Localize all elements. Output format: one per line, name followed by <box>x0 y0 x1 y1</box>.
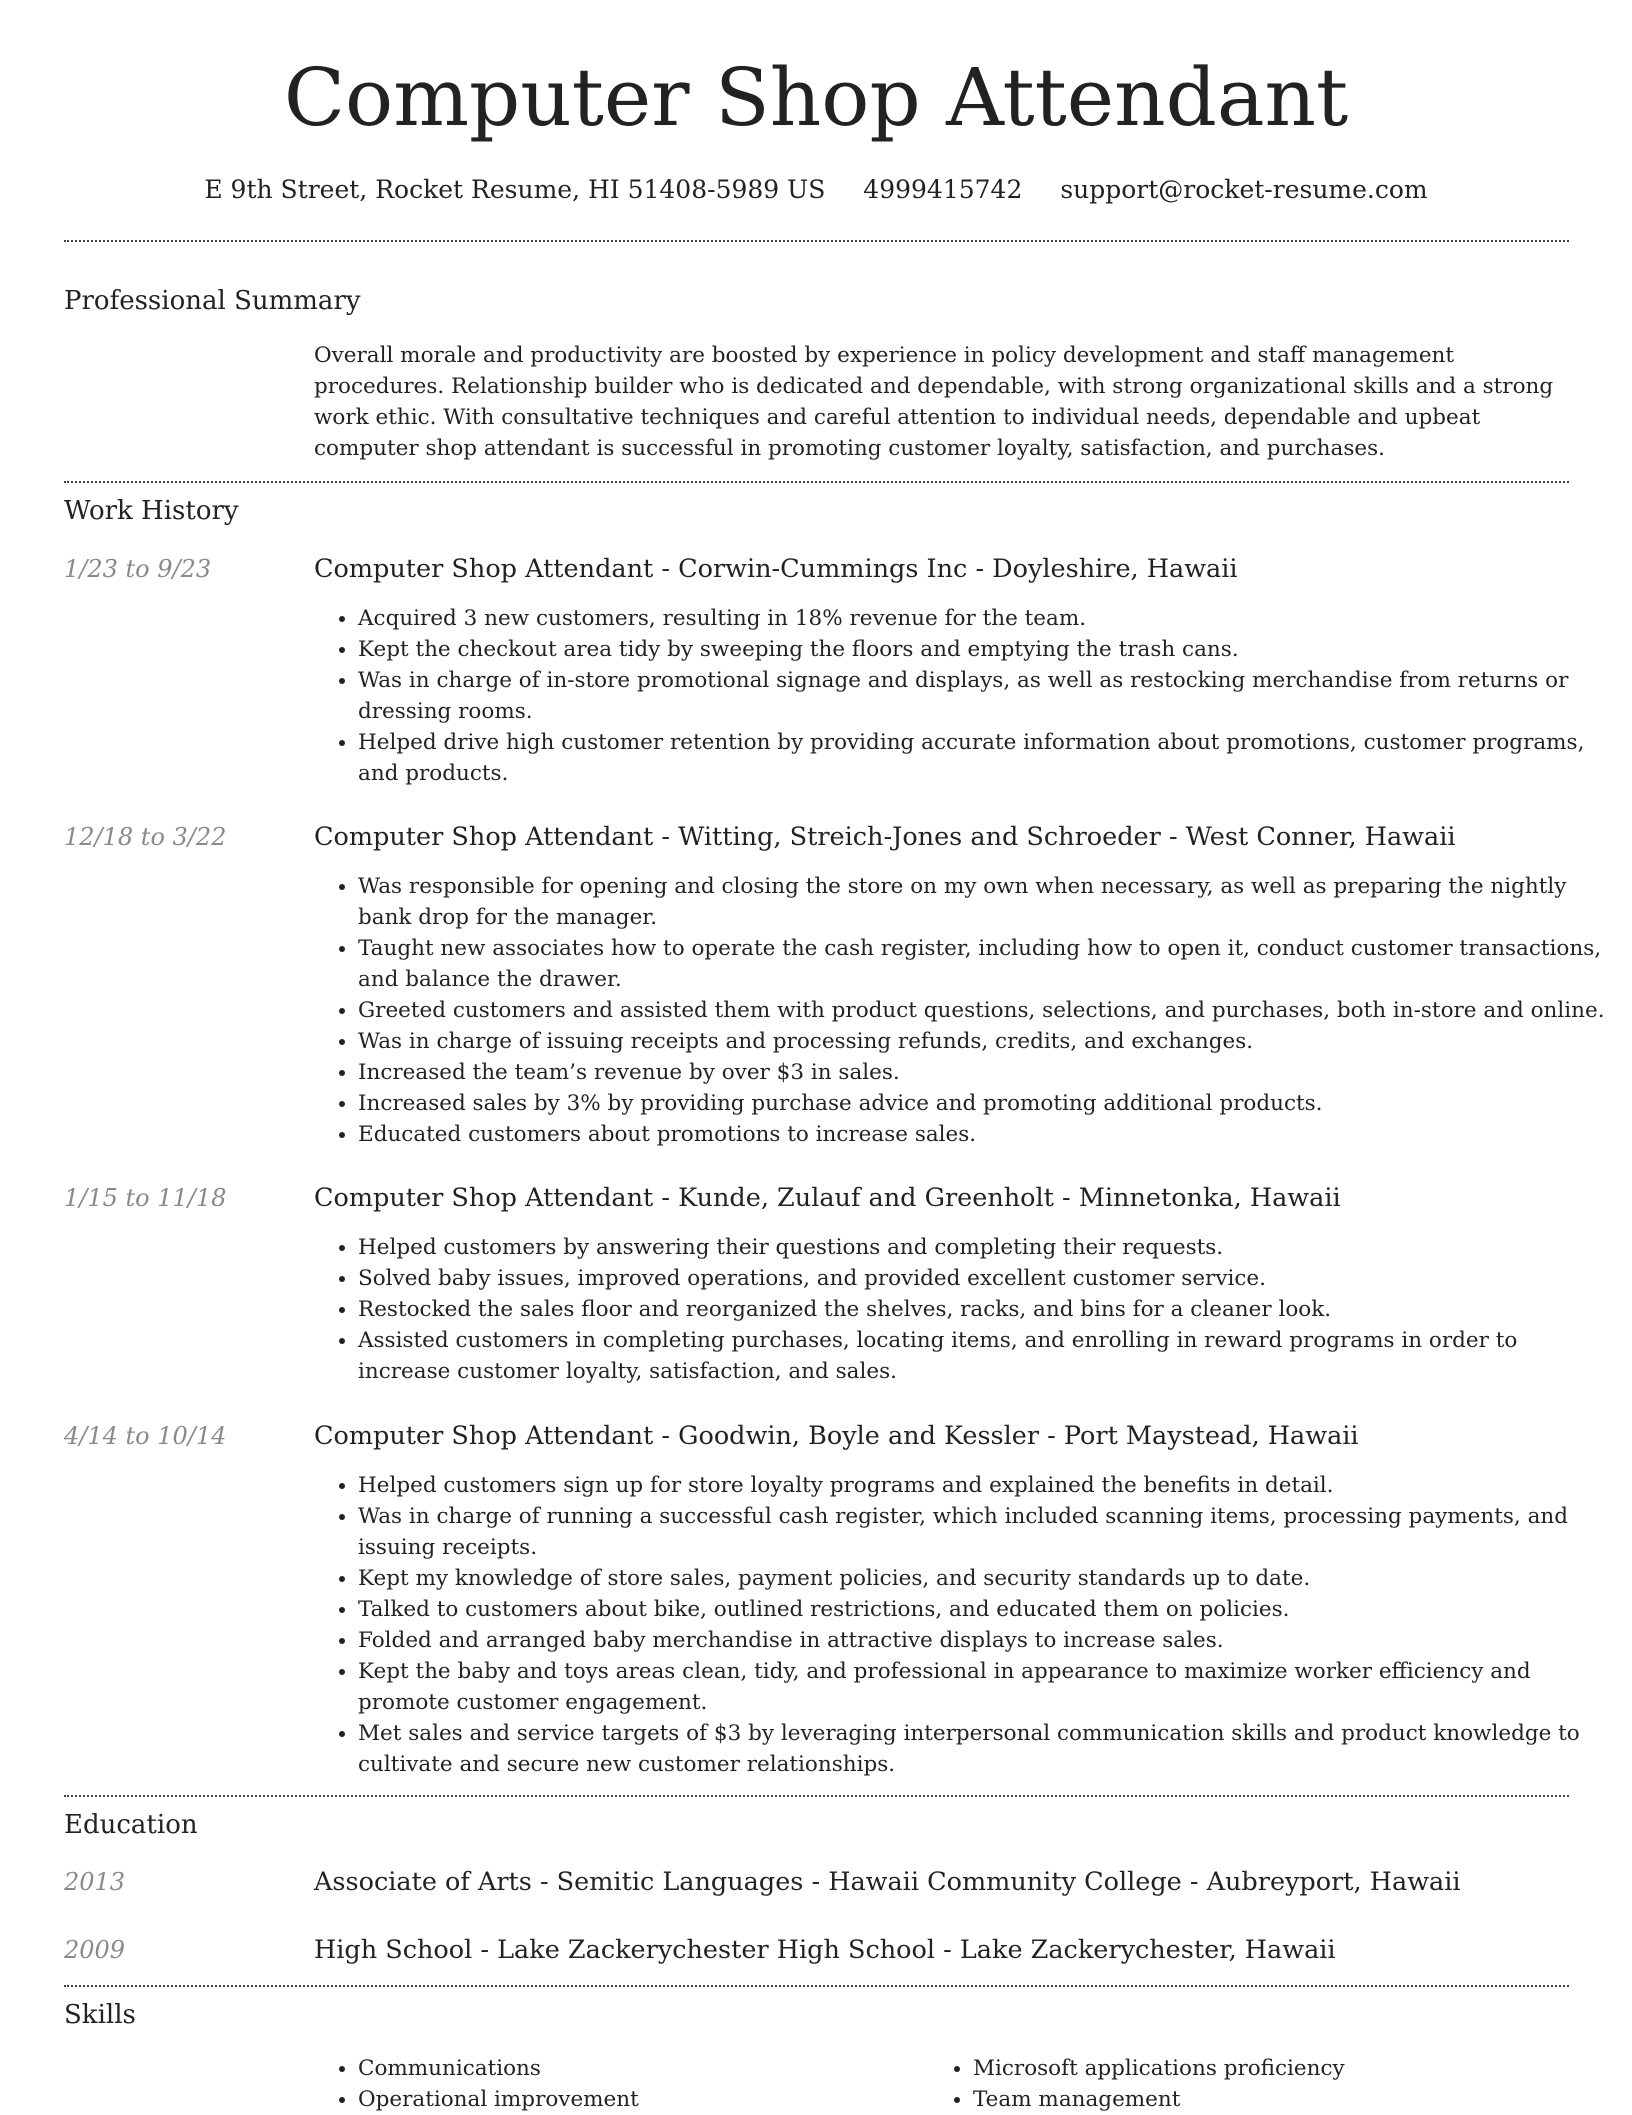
job-bullet: • Was responsible for opening and closing the store on my own when necessary, as well as preparing the nightly bank drop for the manager. <box>358 871 1608 933</box>
address-text: E 9th Street, Rocket Resume, HI 51408-5989 US <box>204 175 826 204</box>
job-dates: 4/14 to 10/14 <box>64 1422 227 1450</box>
summary-heading: Professional Summary <box>64 286 361 316</box>
resume-title: Computer Shop Attendant <box>283 51 1349 144</box>
education-title: Associate of Arts - Semitic Languages - Hawaii Community College - Aubreyport, Hawaii <box>314 1867 1461 1897</box>
phone-text: 4999415742 <box>863 175 1023 204</box>
job-bullet: • Solved baby issues, improved operations, and provided excellent customer service. <box>358 1263 1608 1294</box>
job-bullet: • Was in charge of running a successful cash register, which included scanning items, processing payments, and issuing receipts. <box>358 1501 1608 1563</box>
job-bullet: • Greeted customers and assisted them with product questions, selections, and purchases, both in-store and online. <box>358 995 1608 1026</box>
job-title: Computer Shop Attendant - Goodwin, Boyle and Kessler - Port Maystead, Hawaii <box>314 1421 1359 1451</box>
job-bullet: • Folded and arranged baby merchandise in attractive displays to increase sales. <box>358 1625 1608 1656</box>
job-bullet: • Taught new associates how to operate the cash register, including how to open it, conduct customer transactions, and balance the drawer. <box>358 933 1608 995</box>
education-year: 2013 <box>64 1868 126 1896</box>
job-bullet: • Kept my knowledge of store sales, payment policies, and security standards up to date. <box>358 1563 1608 1594</box>
job-title: Computer Shop Attendant - Corwin-Cummings Inc - Doyleshire, Hawaii <box>314 554 1238 584</box>
divider <box>64 1795 1569 1797</box>
job-bullet: • Kept the baby and toys areas clean, tidy, and professional in appearance to maximize worker efficiency and promote customer engagement. <box>358 1656 1608 1718</box>
job-title: Computer Shop Attendant - Witting, Streich-Jones and Schroeder - West Conner, Hawaii <box>314 822 1456 852</box>
job-bullet: • Talked to customers about bike, outlined restrictions, and educated them on policies. <box>358 1594 1608 1625</box>
job-bullet: • Restocked the sales floor and reorganized the shelves, racks, and bins for a cleaner look. <box>358 1294 1608 1325</box>
job-title: Computer Shop Attendant - Kunde, Zulauf and Greenholt - Minnetonka, Hawaii <box>314 1183 1341 1213</box>
email-text: support@rocket-resume.com <box>1060 175 1428 204</box>
skill-item: • Microsoft applications proficiency <box>973 2053 1573 2084</box>
job-bullet: • Helped customers by answering their questions and completing their requests. <box>358 1232 1608 1263</box>
job-bullet: • Educated customers about promotions to increase sales. <box>358 1119 1608 1150</box>
job-bullet: • Helped drive high customer retention by providing accurate information about promotions, customer programs, and products. <box>358 727 1608 789</box>
skills-heading: Skills <box>64 2000 136 2030</box>
skill-item: • Team management <box>973 2084 1573 2115</box>
job-dates: 1/23 to 9/23 <box>64 555 212 583</box>
job-bullet: • Assisted customers in completing purchases, locating items, and enrolling in reward programs in order to increase customer loyalty, satisfaction, and sales. <box>358 1325 1608 1387</box>
summary-text: Overall morale and productivity are boosted by experience in policy development and staff management procedures. Relationship builder who is dedicated and dependable, with strong organizational skills and a strong work ethic. With consultative techniques and careful attention to individual needs, dependable and upbeat computer shop attendant is successful in promoting customer loyalty, satisfaction, and purchases. <box>314 343 1554 461</box>
education-year: 2009 <box>64 1936 126 1964</box>
divider <box>64 1985 1569 1987</box>
job-dates: 1/15 to 11/18 <box>64 1184 227 1212</box>
job-bullet: • Kept the checkout area tidy by sweeping the floors and emptying the trash cans. <box>358 634 1608 665</box>
education-title: High School - Lake Zackerychester High School - Lake Zackerychester, Hawaii <box>314 1935 1336 1965</box>
job-dates: 12/18 to 3/22 <box>64 823 227 851</box>
job-bullets <box>314 871 1608 1150</box>
job-bullet: • Increased the team’s revenue by over $3 in sales. <box>358 1057 1608 1088</box>
job-bullets <box>314 1470 1608 1780</box>
skills-list-left <box>314 2053 958 2115</box>
job-bullet: • Acquired 3 new customers, resulting in 18% revenue for the team. <box>358 603 1608 634</box>
education-heading: Education <box>64 1810 198 1840</box>
skill-item: • Operational improvement <box>358 2084 958 2115</box>
work-history-heading: Work History <box>64 496 239 526</box>
job-bullet: • Increased sales by 3% by providing purchase advice and promoting additional products. <box>358 1088 1608 1119</box>
job-bullet: • Helped customers sign up for store loyalty programs and explained the benefits in detail. <box>358 1470 1608 1501</box>
skill-item: • Communications <box>358 2053 958 2084</box>
job-bullets <box>314 1232 1608 1387</box>
divider <box>64 240 1569 242</box>
job-bullet: • Met sales and service targets of $3 by leveraging interpersonal communication skills and product knowledge to cultivate and secure new customer relationships. <box>358 1718 1608 1780</box>
job-bullet: • Was in charge of in-store promotional signage and displays, as well as restocking merchandise from returns or dressing rooms. <box>358 665 1608 727</box>
skills-list-right <box>929 2053 1573 2115</box>
job-bullets <box>314 603 1608 789</box>
job-bullet: • Was in charge of issuing receipts and processing refunds, credits, and exchanges. <box>358 1026 1608 1057</box>
divider <box>64 481 1569 483</box>
contact-line <box>0 170 1632 210</box>
